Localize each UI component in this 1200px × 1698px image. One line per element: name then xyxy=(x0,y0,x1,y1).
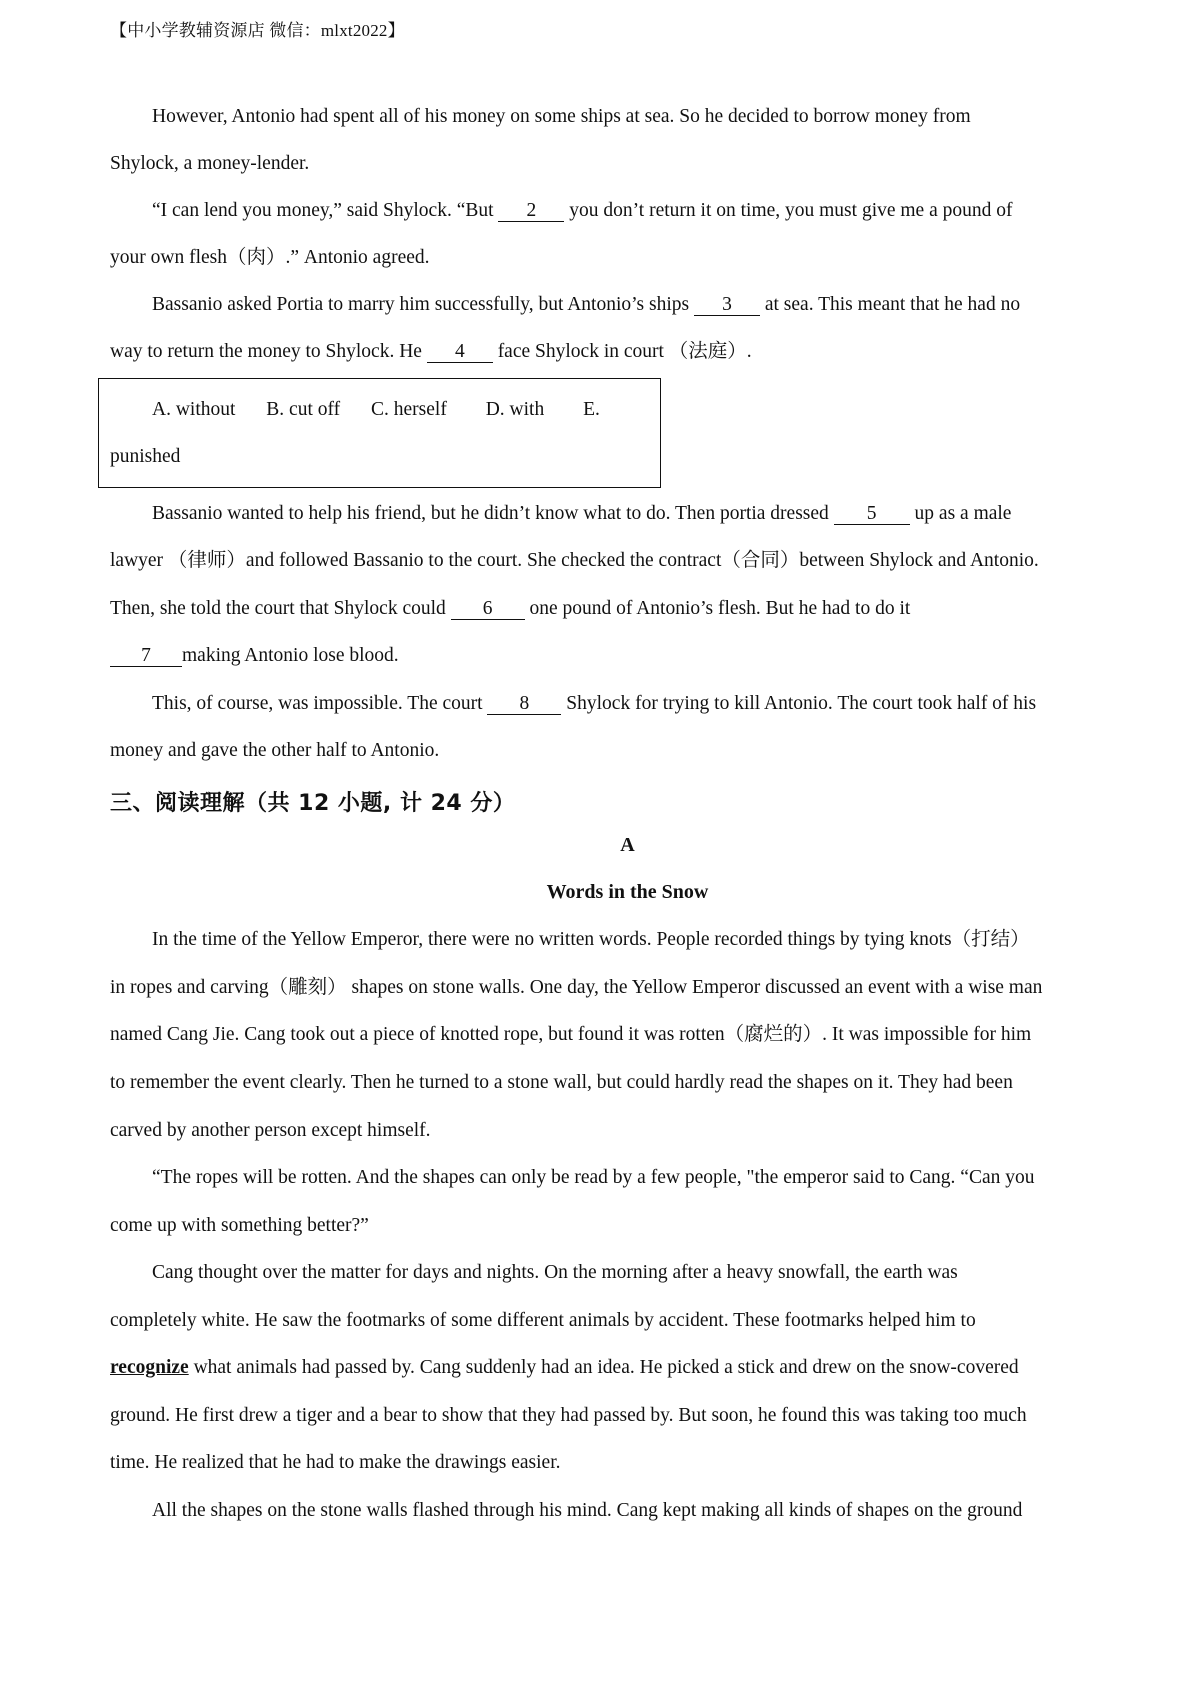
paragraph-line: Cang thought over the matter for days and nights. On the morning after a heavy snowfall, the earth was xyxy=(152,1262,958,1283)
paragraph-line: your own flesh（肉）.” Antonio agreed. xyxy=(110,247,430,268)
paragraph-line xyxy=(152,502,1011,526)
text-segment: “I can lend you money,” said Shylock. “But xyxy=(152,200,494,221)
paragraph-line: However, Antonio had spent all of his money on some ships at sea. So he decided to borrow money from xyxy=(152,106,971,127)
blank-8: 8 xyxy=(487,694,561,715)
paragraph-line: come up with something better?” xyxy=(110,1215,369,1236)
paragraph-line: All the shapes on the stone walls flashed through his mind. Cang kept making all kinds of shapes on the ground xyxy=(152,1500,1023,1521)
text-segment: you don’t return it on time, you must give me a pound of xyxy=(569,200,1013,221)
text-segment: way to return the money to Shylock. He xyxy=(110,341,422,362)
blank-6: 6 xyxy=(451,599,525,620)
paragraph-line xyxy=(152,293,1020,317)
option-c: C. herself xyxy=(371,399,447,420)
option-a: A. without xyxy=(152,399,236,420)
paragraph-line xyxy=(110,340,752,364)
paragraph-line: carved by another person except himself. xyxy=(110,1120,431,1141)
paragraph-line xyxy=(152,199,1013,223)
text-segment: Shylock for trying to kill Antonio. The court took half of his xyxy=(566,693,1037,714)
section-title: 三、阅读理解（共 12 小题, 计 24 分） xyxy=(110,791,516,816)
option-b: B. cut off xyxy=(266,399,341,420)
text-segment: Then, she told the court that Shylock could xyxy=(110,598,446,619)
paragraph-line xyxy=(110,644,399,668)
passage-letter: A xyxy=(620,834,635,856)
paragraph-line: to remember the event clearly. Then he turned to a stone wall, but could hardly read the shapes on it. They had been xyxy=(110,1072,1013,1093)
paragraph-line: “The ropes will be rotten. And the shapes can only be read by a few people, "the emperor said to Cang. “Can you xyxy=(152,1167,1035,1188)
paragraph-line xyxy=(110,597,910,621)
blank-3: 3 xyxy=(694,295,760,316)
text-segment: Bassanio wanted to help his friend, but he didn’t know what to do. Then portia dressed xyxy=(152,503,829,524)
paragraph-line: Shylock, a money-lender. xyxy=(110,153,310,174)
text-segment: This, of course, was impossible. The court xyxy=(152,693,483,714)
page-header: 【中小学教辅资源店 微信：mlxt2022】 xyxy=(110,21,405,40)
paragraph-line: In the time of the Yellow Emperor, there were no written words. People recorded things by tying knots（打结） xyxy=(152,929,1030,950)
paragraph-line: money and gave the other half to Antonio. xyxy=(110,740,440,761)
paragraph-line: time. He realized that he had to make the drawings easier. xyxy=(110,1452,561,1473)
blank-7: 7 xyxy=(110,646,182,667)
text-segment: at sea. This meant that he had no xyxy=(764,294,1021,315)
option-e-text: punished xyxy=(110,446,181,467)
paragraph-line: completely white. He saw the footmarks of some different animals by accident. These footmarks helped him to xyxy=(110,1310,976,1331)
passage-title: Words in the Snow xyxy=(546,881,709,903)
paragraph-line xyxy=(152,692,1036,716)
paragraph-line: in ropes and carving（雕刻） shapes on stone walls. One day, the Yellow Emperor discussed an event with a wise man xyxy=(110,977,1043,998)
text-segment: one pound of Antonio’s flesh. But he had to do it xyxy=(529,598,911,619)
option-d: D. with xyxy=(485,399,545,420)
text-segment: making Antonio lose blood. xyxy=(182,645,399,666)
underlined-word: recognize xyxy=(110,1357,189,1378)
blank-2: 2 xyxy=(498,201,564,222)
blank-4: 4 xyxy=(427,342,493,363)
paragraph-line: lawyer （律师）and followed Bassanio to the court. She checked the contract（合同）between Shylock and Antonio. xyxy=(110,550,1039,571)
text-segment: Bassanio asked Portia to marry him successfully, but Antonio’s ships xyxy=(152,294,690,315)
paragraph-line: ground. He first drew a tiger and a bear to show that they had passed by. But soon, he found this was taking too much xyxy=(110,1405,1027,1426)
blank-5: 5 xyxy=(834,504,910,525)
paragraph-line xyxy=(110,1356,1019,1380)
options-line xyxy=(152,398,600,422)
option-e: E. xyxy=(583,399,600,420)
paragraph-line: named Cang Jie. Cang took out a piece of knotted rope, but found it was rotten（腐烂的）. It was impossible for him xyxy=(110,1024,1032,1045)
text-segment: face Shylock in court （法庭）. xyxy=(497,341,752,362)
text-segment: what animals had passed by. Cang suddenly had an idea. He picked a stick and drew on the snow-covered xyxy=(193,1357,1019,1378)
text-segment: up as a male xyxy=(914,503,1012,524)
options-box xyxy=(98,378,661,488)
